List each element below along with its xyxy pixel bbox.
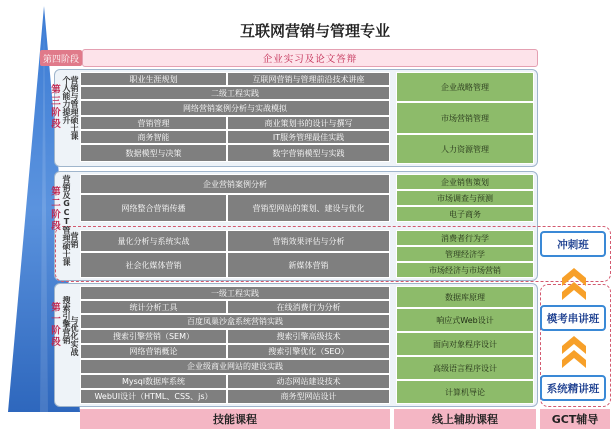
skill-cell: 营销型网站的策划、建设与优化 <box>227 194 390 222</box>
skill-cell: Mysql数据库系统 <box>80 374 227 389</box>
skill-cell: 网络营销案例分析与实战模拟 <box>80 100 390 116</box>
online-cell: 人力资源管理 <box>396 134 534 164</box>
online-cell: 管理经济学 <box>396 246 534 262</box>
online-cell: 响应式Web设计 <box>396 308 534 332</box>
stage2-sub: 营销及GCT管理硕士课 <box>62 175 71 266</box>
skill-cell: 搜索引擎营销（SEM） <box>80 329 227 344</box>
skill-cell: 一级工程实践 <box>80 286 390 300</box>
skill-cell: 商业策划书的设计与撰写 <box>227 116 390 130</box>
skill-cell: 网络整合营销传播 <box>80 194 227 222</box>
stage3-sub2: 营销与管理硕士课 <box>70 76 79 140</box>
skill-cell: 互联网营销与管理前沿技术讲座 <box>227 72 390 86</box>
online-cell: 面向对象程序设计 <box>396 332 534 356</box>
skill-cell: 搜索引擎优化（SEO） <box>227 344 390 359</box>
skill-cell: 数据模型与决策 <box>80 144 227 162</box>
skill-cell: 搜索引擎高级技术 <box>227 329 390 344</box>
skill-cell: 在线消费行为分析 <box>227 300 390 314</box>
online-cell: 消费者行为学 <box>396 230 534 246</box>
online-cell: 电子商务 <box>396 206 534 222</box>
footer-online: 线上辅助课程 <box>394 409 536 429</box>
online-cell: 计算机导论 <box>396 380 534 404</box>
skill-cell: 百度凤巢沙盒系统营销实践 <box>80 314 390 329</box>
stage4-label: 第四阶段 <box>40 50 82 66</box>
online-cell: 企业销售策划 <box>396 174 534 190</box>
chevron-up-icon <box>562 336 586 370</box>
skill-cell: 网络营销概论 <box>80 344 227 359</box>
online-cell: 市场调查与预测 <box>396 190 534 206</box>
footer-gct: GCT辅导 <box>540 409 610 429</box>
skill-cell: 营销效果评估与分析 <box>227 230 390 252</box>
skill-cell: 商务型网站设计 <box>227 389 390 404</box>
footer-skills: 技能课程 <box>80 409 390 429</box>
skill-cell: 新媒体营销 <box>227 252 390 278</box>
skill-cell: 营销管理 <box>80 116 227 130</box>
skill-cell: 企业级商业网站的建设实践 <box>80 359 390 374</box>
online-cell: 市场经济与市场营销 <box>396 262 534 278</box>
stage2-label: 第二阶段 <box>49 186 60 232</box>
skill-cell: 数字营销模型与实践 <box>227 144 390 162</box>
gct-system-class: 系统精讲班 <box>540 375 606 401</box>
stage1-label: 第一阶段 <box>49 302 60 348</box>
skill-cell: IT服务管理最佳实践 <box>227 130 390 144</box>
online-cell: 高级语言程序设计 <box>396 356 534 380</box>
online-cell: 市场营销管理 <box>396 102 534 134</box>
skill-cell: WebUI设计（HTML、CSS、js） <box>80 389 227 404</box>
chevron-up-icon <box>562 268 586 302</box>
skill-cell: 企业营销案例分析 <box>80 174 390 194</box>
skill-cell: 动态网站建设技术 <box>227 374 390 389</box>
online-cell: 数据库原理 <box>396 286 534 308</box>
stage3-label: 第三阶段 <box>49 84 60 130</box>
stage4-content: 企业实习及论文答辩 <box>82 49 538 67</box>
stage3-sub: 个人能力提升 <box>62 76 71 124</box>
skill-cell: 量化分析与系统实战 <box>80 230 227 252</box>
skill-cell: 二级工程实践 <box>80 86 390 100</box>
skill-cell: 商务智能 <box>80 130 227 144</box>
stage1-sub2: 与优化实战 <box>70 316 79 356</box>
gct-mock-class: 模考串讲班 <box>540 305 606 331</box>
page-title: 互联网营销与管理专业 <box>239 22 390 40</box>
stage1-sub: 搜索引擎营销 <box>62 296 71 344</box>
skill-cell: 职业生涯规划 <box>80 72 227 86</box>
skill-cell: 社会化媒体营销 <box>80 252 227 278</box>
online-cell: 企业战略管理 <box>396 72 534 102</box>
stage2-sub2: 营销 <box>70 232 79 248</box>
gct-sprint-class: 冲刺班 <box>540 231 606 257</box>
skill-cell: 统计分析工具 <box>80 300 227 314</box>
